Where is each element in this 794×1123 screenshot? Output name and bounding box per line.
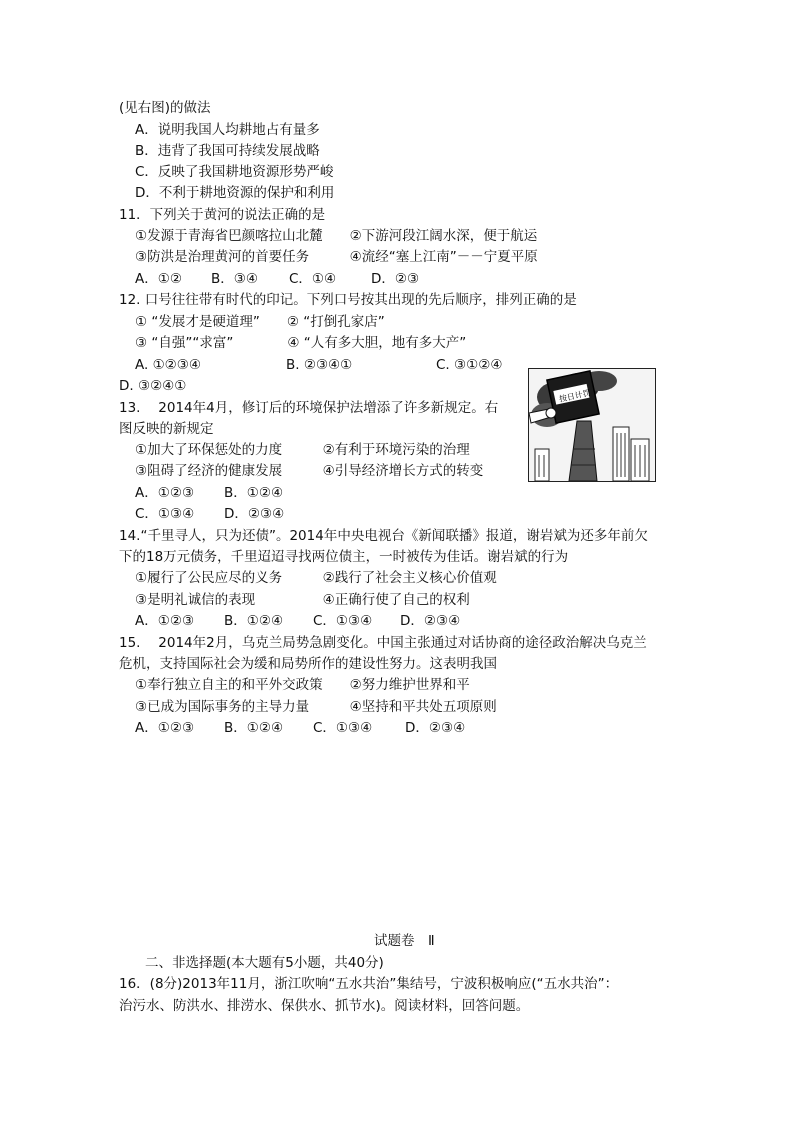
q11-items-line2: ③防洪是治理黄河的首要任务 ④流经“塞上江南”－－宁夏平原 (135, 249, 538, 265)
section-title: 试题卷 Ⅱ (374, 933, 435, 949)
q15-items-line1: ①奉行独立自主的和平外交政策 ②努力维护世界和平 (135, 677, 470, 693)
q12-option-b: B. ②③④① (286, 357, 353, 373)
q14-option-d: D．②③④ (400, 613, 461, 629)
q13-option-b: B．①②④ (224, 485, 284, 501)
q11-option-c: C．①④ (289, 271, 337, 287)
q14-option-a: A．①②③ (135, 613, 195, 629)
q13-option-c: C．①③④ (135, 506, 195, 522)
q12-option-a: A. ①②③④ (135, 357, 201, 373)
q15-option-b: B．①②④ (224, 720, 284, 736)
q14-option-b: B．①②④ (224, 613, 284, 629)
q13-items-line1: ①加大了环保惩处的力度 ②有利于环境污染的治理 (135, 442, 470, 458)
q15-option-c: C．①③④ (313, 720, 373, 736)
q10-stem: (见右图)的做法 (119, 100, 211, 116)
q14-stem-line1: 14.“千里寻人，只为还债”。2014年中央电视台《新闻联播》报道，谢岩斌为还多年前欠 (119, 528, 648, 544)
q11-option-b: B．③④ (211, 271, 258, 287)
q15-stem-line1: 15. 2014年2月，乌克兰局势急剧变化。中国主张通过对话协商的途径政治解决乌克兰 (119, 635, 647, 651)
section-heading: 二、非选择题(本大题有5小题，共40分) (145, 955, 384, 971)
q11-items-line1: ①发源于青海省巴颜喀拉山北麓 ②下游河段江阔水深，便于航运 (135, 228, 538, 244)
q15-items-line2: ③已成为国际事务的主导力量 ④坚持和平共处五项原则 (135, 699, 497, 715)
q16-line2: 治污水、防洪水、排涝水、保供水、抓节水)。阅读材料，回答问题。 (119, 998, 530, 1014)
stamp-label: 按日计罚 (558, 388, 592, 404)
q12-items-line1: ① “发展才是硬道理” ② “打倒孔家店” (135, 314, 385, 330)
q11-option-a: A．①② (135, 271, 182, 287)
q14-items-line2: ③是明礼诚信的表现 ④正确行使了自己的权利 (135, 592, 470, 608)
q11-stem: 11．下列关于黄河的说法正确的是 (119, 207, 326, 223)
q14-stem-line2: 下的18万元债务，千里迢迢寻找两位债主，一时被传为佳话。谢岩斌的行为 (119, 549, 569, 565)
q13-option-d: D．②③④ (224, 506, 285, 522)
q13-option-a: A．①②③ (135, 485, 195, 501)
cartoon-illustration (528, 368, 656, 482)
q15-option-a: A．①②③ (135, 720, 195, 736)
q12-option-d: D. ③②④① (119, 378, 187, 394)
q11-option-d: D．②③ (371, 271, 420, 287)
q15-stem-line2: 危机，支持国际社会为缓和局势所作的建设性努力。这表明我国 (119, 656, 497, 672)
q13-items-line2: ③阻碍了经济的健康发展 ④引导经济增长方式的转变 (135, 463, 484, 479)
q10-option-c: C．反映了我国耕地资源形势严峻 (135, 164, 334, 180)
q10-option-b: B．违背了我国可持续发展战略 (135, 143, 320, 159)
q13-stem-line2: 图反映的新规定 (119, 421, 214, 437)
q13-stem-line1: 13. 2014年4月，修订后的环境保护法增添了许多新规定。右 (119, 400, 499, 416)
q15-option-d: D．②③④ (405, 720, 466, 736)
q16-line1: 16．(8分)2013年11月，浙江吹响“五水共治”集结号，宁波积极响应(“五水共治”： (119, 976, 619, 992)
q10-option-a: A．说明我国人均耕地占有量多 (135, 122, 320, 138)
q14-option-c: C．①③④ (313, 613, 373, 629)
q12-stem: 12. 口号往往带有时代的印记。下列口号按其出现的先后顺序，排列正确的是 (119, 292, 577, 308)
q10-option-d: D．不利于耕地资源的保护和利用 (135, 185, 335, 201)
q14-items-line1: ①履行了公民应尽的义务 ②践行了社会主义核心价值观 (135, 570, 497, 586)
q12-items-line2: ③ “自强”“求富” ④ “人有多大胆，地有多大产” (135, 335, 467, 351)
q12-option-c: C. ③①②④ (436, 357, 503, 373)
